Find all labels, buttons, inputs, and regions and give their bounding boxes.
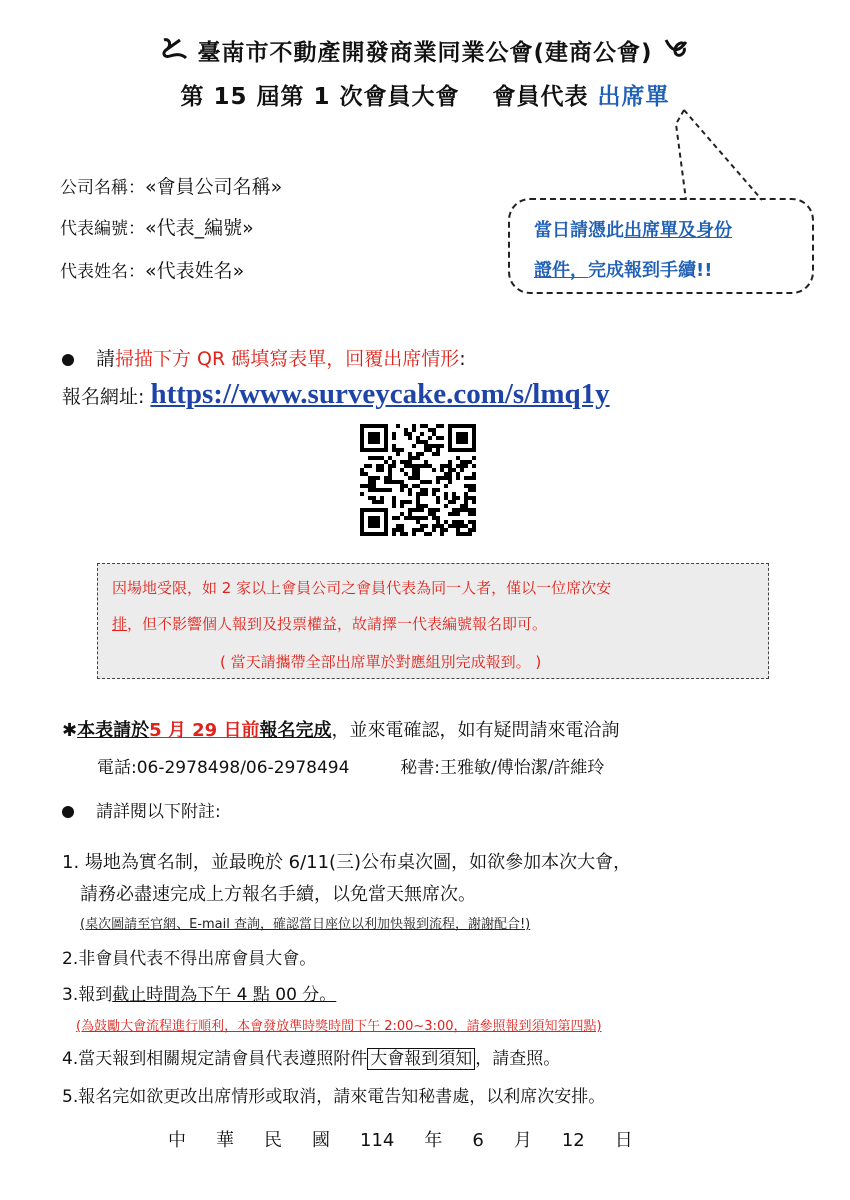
title-text: 臺南市不動產開發商業同業公會(建商公會) bbox=[197, 40, 653, 66]
note-2: 2.非會員代表不得出席會員大會。 bbox=[62, 949, 317, 969]
bullet-icon bbox=[62, 354, 74, 366]
checkin-guide-ref: 大會報到須知 bbox=[367, 1048, 475, 1070]
notice-line2: 排，但不影響個人報到及投票權益，故請擇一代表編號報名即可。 bbox=[112, 615, 548, 633]
note-4: 4.當天報到相關規定請會員代表遵照附件 大會報到須知 ，請查照。 bbox=[62, 1049, 561, 1069]
phone-numbers: 電話:06-2978498/06-2978494 bbox=[97, 758, 350, 778]
registration-url-line bbox=[62, 378, 610, 411]
note-3-sub: (為鼓勵大會流程進行順利，本會發放準時獎時間下午 2:00~3:00，請參照報到須知第四點) bbox=[76, 1019, 602, 1034]
note-1-sub: (桌次圖請至官網、E-mail 查詢，確認當日座位以利加快報到流程，謝謝配合!) bbox=[80, 917, 531, 932]
date-line: 中 華 民 國 114 年 6 月 12 日 bbox=[168, 1130, 633, 1151]
company-field: 公司名稱：«會員公司名稱» bbox=[60, 176, 283, 198]
notice-line3: ( 當天請攜帶全部出席單於對應組別完成報到。 ) bbox=[220, 653, 542, 671]
qr-code[interactable] bbox=[360, 424, 476, 540]
notice-line1: 因場地受限，如 2 家以上會員公司之會員代表為同一人者，僅以一位席次安 bbox=[112, 579, 612, 597]
note-1-line1: 1. 場地為實名制，並最晚於 6/11(三)公布桌次圖，如欲參加本次大會， bbox=[62, 852, 632, 873]
notes-heading: 請詳閱以下附註: bbox=[62, 797, 221, 822]
secretary-names: 秘書:王雅敏/傅怡潔/許維玲 bbox=[400, 758, 605, 778]
company-value: «會員公司名稱» bbox=[145, 176, 283, 198]
bullet-icon bbox=[62, 806, 74, 818]
note-5: 5.報名完如欲更改出席情形或取消，請來電告知秘書處，以利席次安排。 bbox=[62, 1087, 606, 1107]
attendance-sheet-label: 出席單 bbox=[597, 84, 670, 110]
note-3: 3.報到截止時間為下午 4 點 00 分。 bbox=[62, 985, 337, 1005]
rep-name-value: «代表姓名» bbox=[145, 260, 245, 282]
registration-link[interactable]: https://www.surveycake.com/s/lmq1y bbox=[150, 378, 610, 410]
url-label: 報名網址: bbox=[62, 386, 145, 408]
scan-instruction: 請掃描下方 QR 碼填寫表單，回覆出席情形: bbox=[62, 344, 466, 371]
deadline-line: ✱本表請於5 月 29 日前報名完成，並來電確認，如有疑問請來電洽詢 bbox=[62, 720, 620, 741]
callout-line1: 當日請憑此出席單及身份 bbox=[534, 220, 732, 241]
callout-line2: 證件，完成報到手續!! bbox=[534, 260, 713, 281]
seating-notice bbox=[97, 563, 769, 679]
contact-line bbox=[97, 753, 604, 778]
rep-no-field: 代表編號：«代表_編號» bbox=[60, 217, 254, 239]
note-1-line2: 請務必盡速完成上方報名手續，以免當天無席次。 bbox=[80, 884, 476, 905]
star-icon: ✱ bbox=[62, 720, 78, 741]
rep-name-field: 代表姓名：«代表姓名» bbox=[60, 260, 245, 282]
rep-no-value: «代表_編號» bbox=[145, 217, 254, 239]
reminder-callout bbox=[508, 198, 814, 294]
meeting-title: 第 15 屆第 1 次會員大會 會員代表 bbox=[180, 84, 589, 110]
